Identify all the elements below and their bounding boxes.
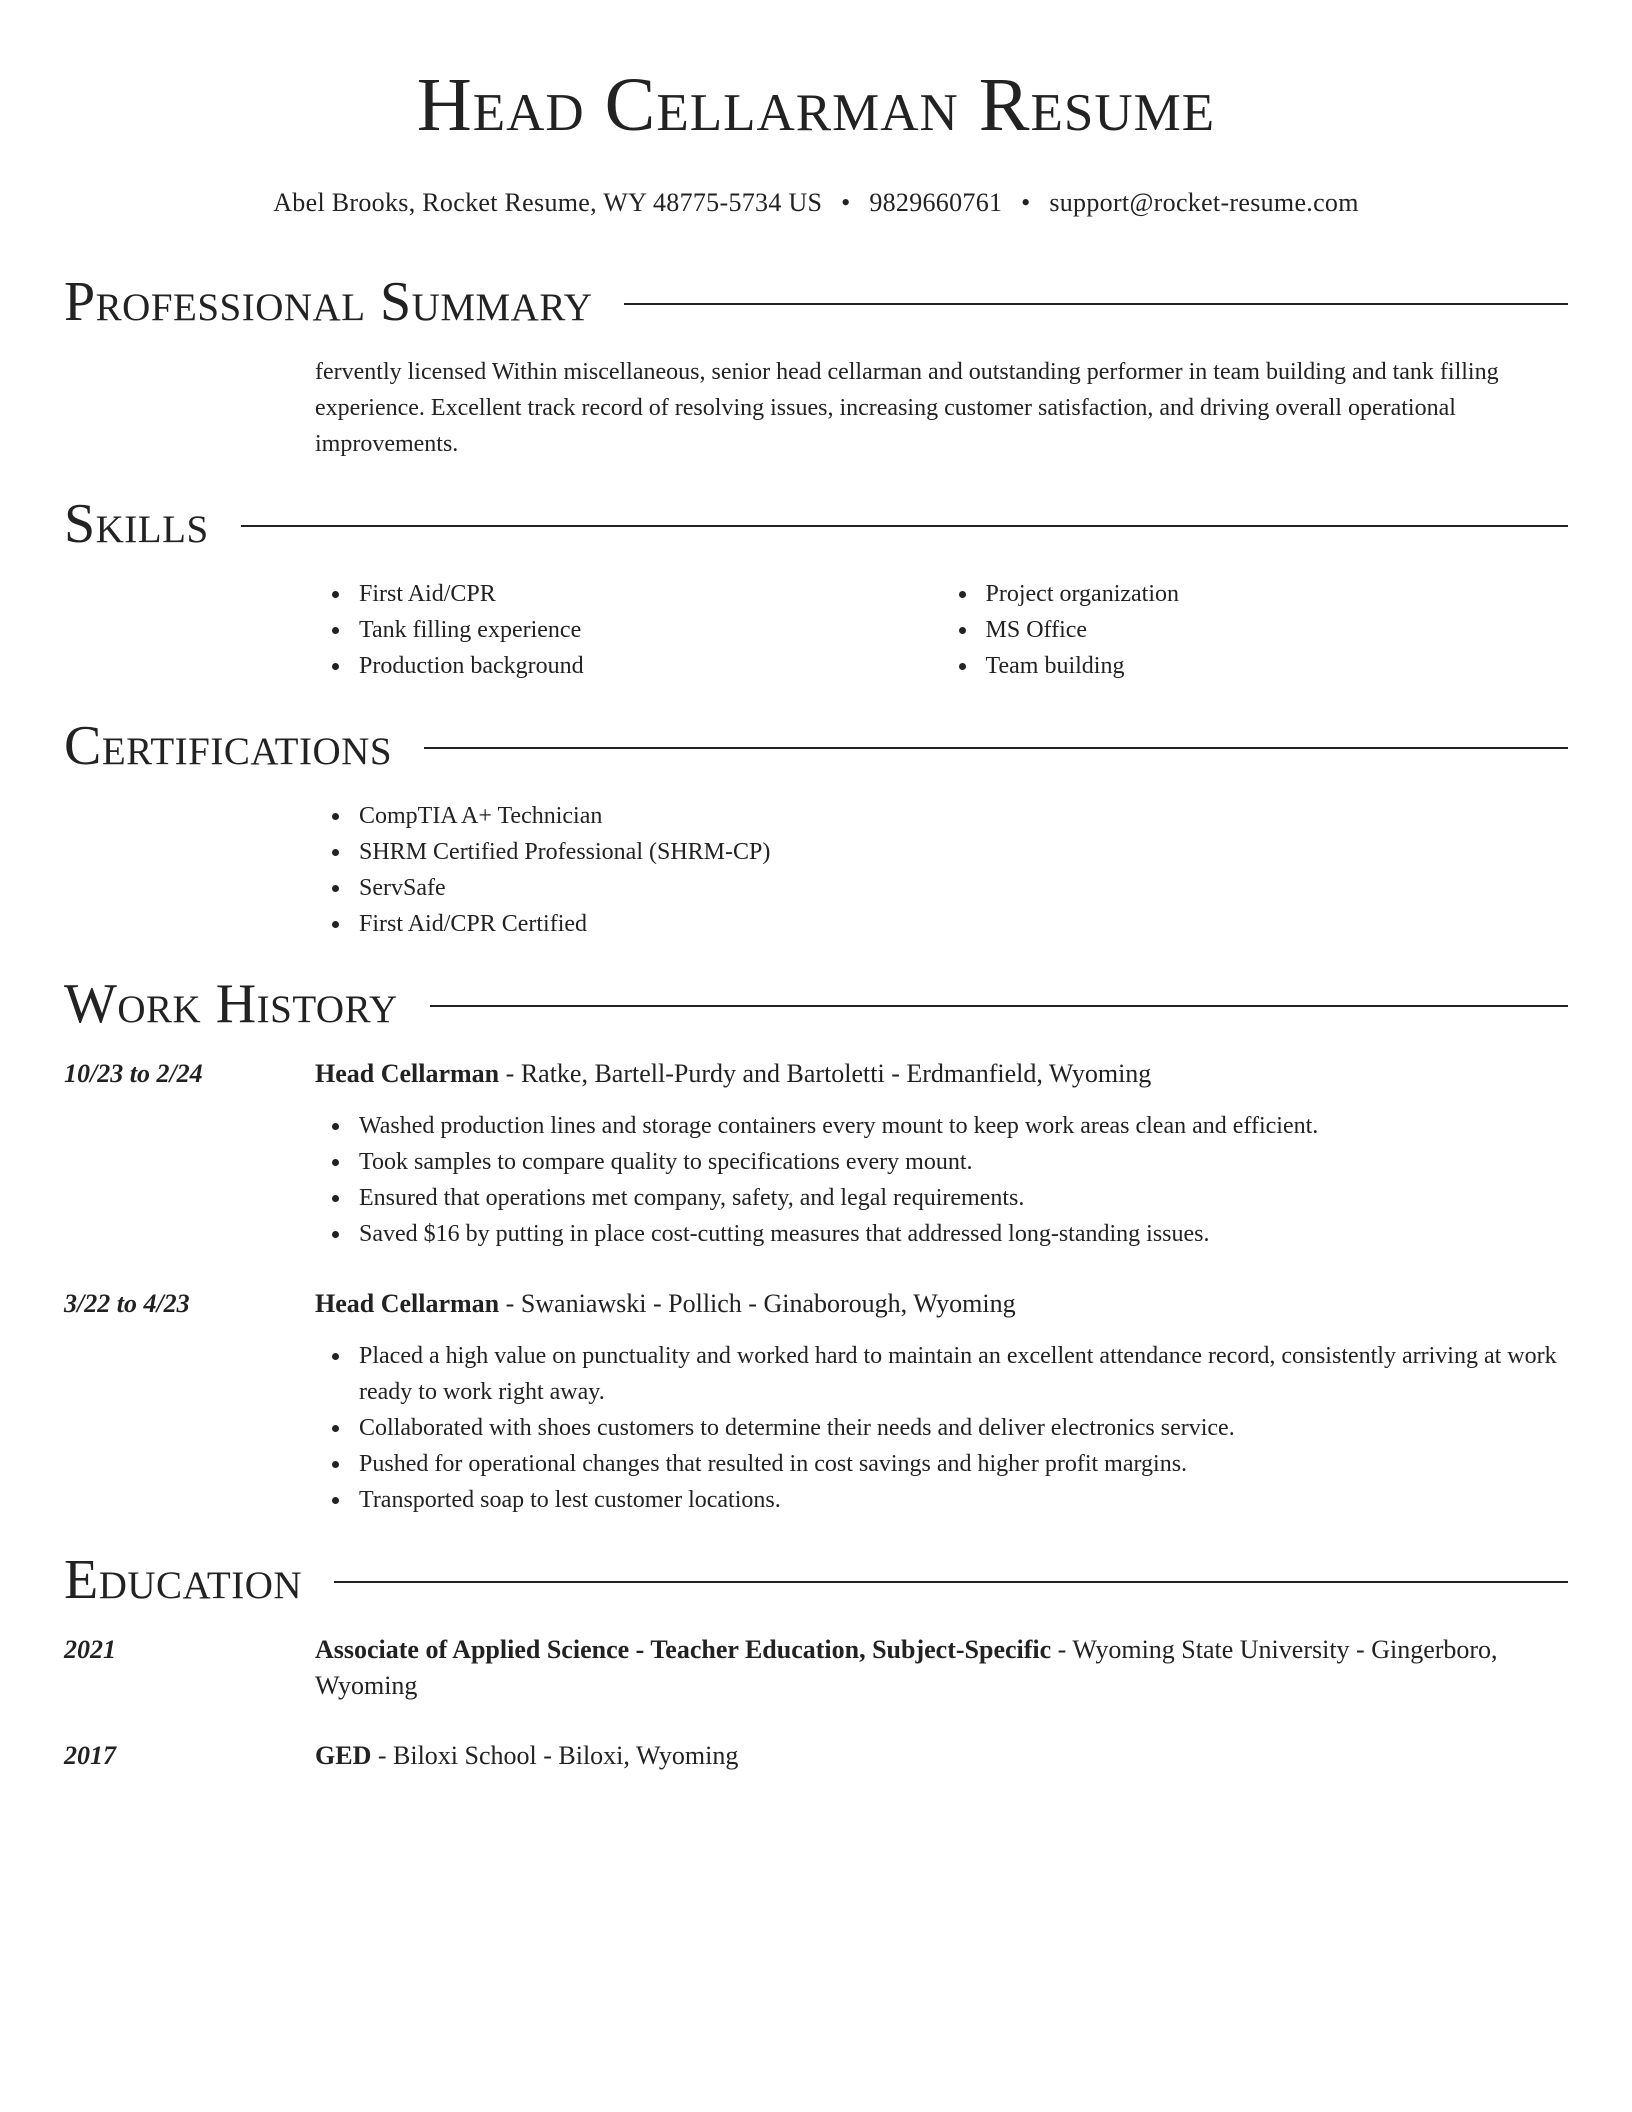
- skills-grid: [315, 576, 1568, 684]
- section-divider: [424, 747, 1568, 749]
- skill-item: Tank filling experience: [359, 612, 942, 648]
- summary-body: [315, 354, 1568, 462]
- job-header: [315, 1056, 1568, 1092]
- work-history-heading: Work History: [64, 973, 398, 1035]
- education-main: [315, 1738, 1568, 1774]
- section-divider: [624, 303, 1568, 305]
- education-school: - Wyoming State University - Gingerboro, Wyoming: [315, 1635, 1498, 1700]
- contact-address: Abel Brooks, Rocket Resume, WY 48775-5734 US: [273, 188, 823, 217]
- job-title: Head Cellarman: [315, 1289, 500, 1318]
- skill-item: MS Office: [986, 612, 1569, 648]
- section-divider: [430, 1005, 1568, 1007]
- education-degree: GED: [315, 1741, 372, 1770]
- summary-text: fervently licensed Within miscellaneous, senior head cellarman and outstanding performer in team building and tank filling experience. Excellent track record of resolving issues, increasing customer satisfaction, and driving overall operational improvements.: [315, 359, 1499, 457]
- job-dates: 10/23 to 2/24: [64, 1059, 203, 1088]
- skill-item: First Aid/CPR: [359, 576, 942, 612]
- summary-heading: Professional Summary: [64, 271, 593, 333]
- certifications-list: [315, 798, 1568, 942]
- certification-item: SHRM Certified Professional (SHRM-CP): [359, 834, 1568, 870]
- skill-item: Project organization: [986, 576, 1569, 612]
- summary-section: [64, 270, 1568, 462]
- job-header: [315, 1286, 1568, 1322]
- job-duty: Saved $16 by putting in place cost-cutting measures that addressed long-standing issues.: [359, 1216, 1568, 1252]
- contact-line: [64, 186, 1568, 220]
- job-duty: Ensured that operations met company, safety, and legal requirements.: [359, 1180, 1568, 1216]
- skills-heading: Skills: [64, 493, 209, 555]
- work-history-section: [64, 972, 1568, 1518]
- job-entry: [64, 1286, 1568, 1518]
- education-year: 2017: [64, 1741, 116, 1770]
- certifications-body: [315, 798, 1568, 942]
- education-entry: [64, 1632, 1568, 1704]
- education-heading: Education: [64, 1549, 303, 1611]
- contact-separator: •: [841, 188, 851, 217]
- job-duty: Transported soap to lest customer locations.: [359, 1482, 1568, 1518]
- education-header-line: [315, 1738, 1568, 1774]
- job-duty: Pushed for operational changes that resulted in cost savings and higher profit margins.: [359, 1446, 1568, 1482]
- resume-title: Head Cellarman Resume: [416, 63, 1216, 147]
- skills-header: [64, 492, 1568, 556]
- job-duties-list: [315, 1338, 1568, 1518]
- job-duty: Placed a high value on punctuality and worked hard to maintain an excellent attendance record, consistently arriving at work ready to work right away.: [359, 1338, 1568, 1410]
- contact-phone: 9829660761: [869, 188, 1003, 217]
- education-year: 2021: [64, 1635, 116, 1664]
- certification-item: ServSafe: [359, 870, 1568, 906]
- job-duty: Washed production lines and storage containers every mount to keep work areas clean and efficient.: [359, 1108, 1568, 1144]
- job-duty: Collaborated with shoes customers to determine their needs and deliver electronics service.: [359, 1410, 1568, 1446]
- summary-header: [64, 270, 1568, 334]
- certifications-header: [64, 714, 1568, 778]
- job-entry: [64, 1056, 1568, 1252]
- contact-email: support@rocket-resume.com: [1049, 188, 1359, 217]
- job-main: [315, 1286, 1568, 1518]
- education-header-line: [315, 1632, 1568, 1704]
- certifications-heading: Certifications: [64, 715, 393, 777]
- education-entry: [64, 1738, 1568, 1774]
- job-duties-list: [315, 1108, 1568, 1252]
- work-history-header: [64, 972, 1568, 1036]
- contact-separator: •: [1021, 188, 1031, 217]
- job-employer: - Swaniawski - Pollich - Ginaborough, Wyoming: [499, 1289, 1016, 1318]
- job-main: [315, 1056, 1568, 1252]
- skill-item: Team building: [986, 648, 1569, 684]
- skills-list-left: [315, 576, 942, 684]
- section-divider: [241, 525, 1568, 527]
- education-school: - Biloxi School - Biloxi, Wyoming: [371, 1741, 739, 1770]
- certification-item: First Aid/CPR Certified: [359, 906, 1568, 942]
- certification-item: CompTIA A+ Technician: [359, 798, 1568, 834]
- job-dates: 3/22 to 4/23: [64, 1289, 190, 1318]
- education-degree: Associate of Applied Science - Teacher Education, Subject-Specific: [315, 1635, 1052, 1664]
- education-main: [315, 1632, 1568, 1704]
- section-divider: [334, 1581, 1568, 1583]
- job-duty: Took samples to compare quality to specifications every mount.: [359, 1144, 1568, 1180]
- education-header: [64, 1548, 1568, 1612]
- job-title: Head Cellarman: [315, 1059, 500, 1088]
- job-employer: - Ratke, Bartell-Purdy and Bartoletti - Erdmanfield, Wyoming: [499, 1059, 1152, 1088]
- skill-item: Production background: [359, 648, 942, 684]
- education-section: [64, 1548, 1568, 1774]
- certifications-section: [64, 714, 1568, 942]
- skills-list-right: [942, 576, 1569, 684]
- skills-section: [64, 492, 1568, 684]
